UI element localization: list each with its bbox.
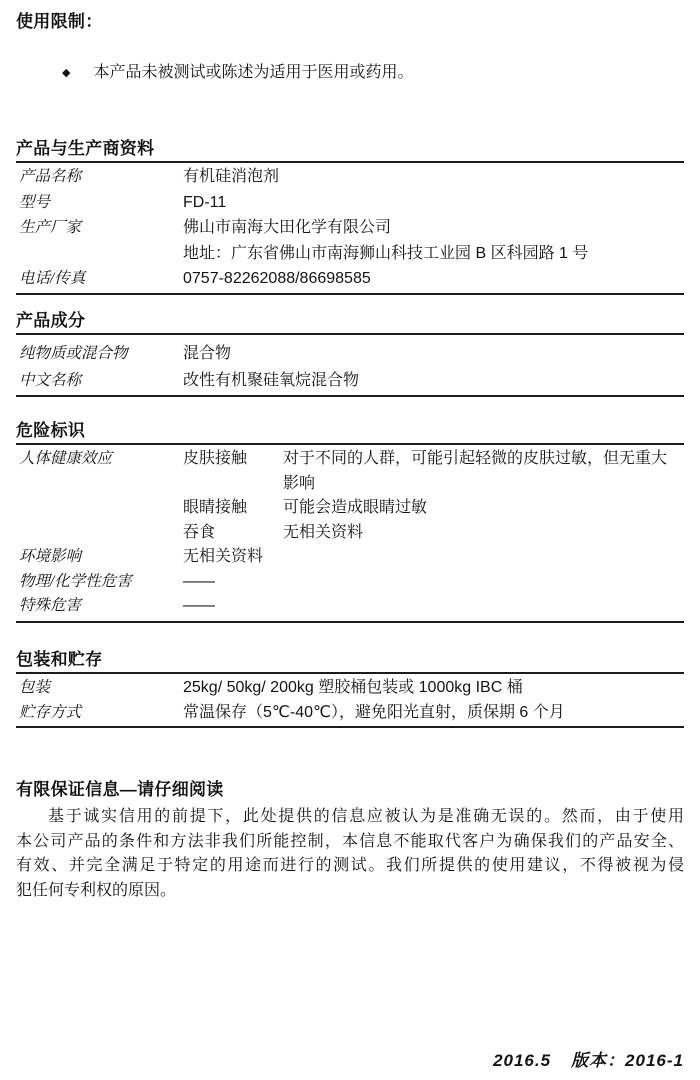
row-label: 生产厂家 — [19, 219, 82, 236]
row-label: 纯物质或混合物 — [19, 345, 128, 362]
row-value: 可能会造成眼睛过敏 — [283, 499, 428, 516]
row-label: 环境影响 — [19, 548, 82, 565]
warranty-heading: 有限保证信息—请仔细阅读 — [16, 780, 224, 799]
row-label — [16, 241, 183, 267]
row-label: 物理/化学性危害 — [19, 572, 132, 590]
paragraph-line: 本公司产品的条件和方法非我们所能控制，本信息不能取代客户为确保我们的产品安全、 — [16, 832, 684, 850]
row-subject: —— — [183, 572, 215, 590]
row-subject: —— — [183, 597, 215, 614]
paragraph-line: 有效、并完全满足于特定的用途而进行的测试。我们所提供的使用建议，不得被视为侵 — [16, 857, 684, 875]
row-value: 无相关资料 — [283, 523, 364, 541]
row-label: 人体健康效应 — [19, 450, 113, 467]
table-row — [16, 594, 684, 619]
composition-table — [16, 340, 684, 397]
table-row — [16, 447, 684, 496]
table-row — [16, 367, 684, 394]
warranty-section — [16, 780, 684, 904]
table-row — [16, 545, 684, 570]
row-subject: 无相关资料 — [183, 548, 264, 565]
table-row — [16, 340, 684, 367]
row-value — [283, 570, 684, 595]
hazard-table — [16, 447, 684, 623]
paragraph-line: 基于诚实信用的前提下，此处提供的信息应被认为是准确无误的。然而，由于使用 — [48, 808, 684, 825]
row-value: 混合物 — [183, 345, 232, 362]
row-label: 包装 — [19, 679, 51, 696]
footer-version: 版本：2016-1 — [571, 1051, 684, 1070]
product-info-section — [16, 139, 684, 295]
diamond-bullet-icon: ◆ — [62, 67, 71, 79]
composition-heading: 产品成分 — [16, 311, 684, 335]
row-label: 贮存方式 — [19, 704, 82, 721]
row-value: 地址：广东省佛山市南海狮山科技工业园 B 区科园路 1 号 — [183, 244, 589, 262]
packaging-table — [16, 675, 684, 728]
footer-date: 2016.5 — [493, 1051, 552, 1070]
composition-section — [16, 311, 684, 397]
row-label: 电话/传真 — [19, 270, 86, 287]
packaging-section — [16, 650, 684, 728]
row-label: 特殊危害 — [19, 597, 82, 614]
row-value: 佛山市南海大田化学有限公司 — [183, 219, 392, 236]
row-value — [283, 545, 684, 570]
row-value: 对于不同的人群，可能引起轻微的皮肤过敏，但无重大影响 — [283, 450, 668, 492]
table-row — [16, 496, 684, 521]
usage-bullet-item — [16, 61, 684, 86]
row-value: 25kg/ 50kg/ 200kg 塑胶桶包装或 1000kg IBC 桶 — [183, 679, 523, 696]
usage-restriction-heading: 使用限制： — [16, 12, 103, 31]
product-info-heading: 产品与生产商资料 — [16, 139, 684, 163]
warranty-paragraph — [16, 805, 684, 904]
row-subject: 眼睛接触 — [183, 499, 248, 516]
table-row — [16, 266, 684, 292]
hazard-section — [16, 421, 684, 623]
table-row — [16, 215, 684, 241]
footer-version-info — [493, 1046, 684, 1071]
product-info-table — [16, 164, 684, 295]
table-row — [16, 675, 684, 700]
table-row — [16, 570, 684, 595]
table-row — [16, 700, 684, 725]
row-label — [16, 496, 183, 521]
row-value: FD-11 — [183, 193, 227, 211]
paragraph-line: 犯任何专利权的原因。 — [16, 882, 177, 900]
row-value: 常温保存（5℃-40℃），避免阳光直射，质保期 6 个月 — [183, 704, 565, 721]
row-subject: 吞食 — [183, 523, 216, 541]
table-row — [16, 521, 684, 546]
row-value: 改性有机聚硅氧烷混合物 — [183, 372, 360, 389]
row-value — [283, 594, 684, 619]
row-label — [16, 521, 183, 546]
row-subject: 皮肤接触 — [183, 450, 248, 467]
hazard-heading: 危险标识 — [16, 421, 684, 445]
row-value: 有机硅消泡剂 — [183, 168, 280, 185]
row-label: 产品名称 — [19, 168, 82, 185]
row-value: 0757-82262088/86698585 — [183, 270, 371, 287]
table-row — [16, 241, 684, 267]
table-row — [16, 164, 684, 190]
row-label: 中文名称 — [19, 372, 82, 389]
table-row — [16, 190, 684, 216]
packaging-heading: 包装和贮存 — [16, 650, 684, 674]
row-label: 型号 — [19, 193, 51, 211]
usage-bullet-text: 本产品未被测试或陈述为适用于医用或药用。 — [93, 64, 414, 81]
